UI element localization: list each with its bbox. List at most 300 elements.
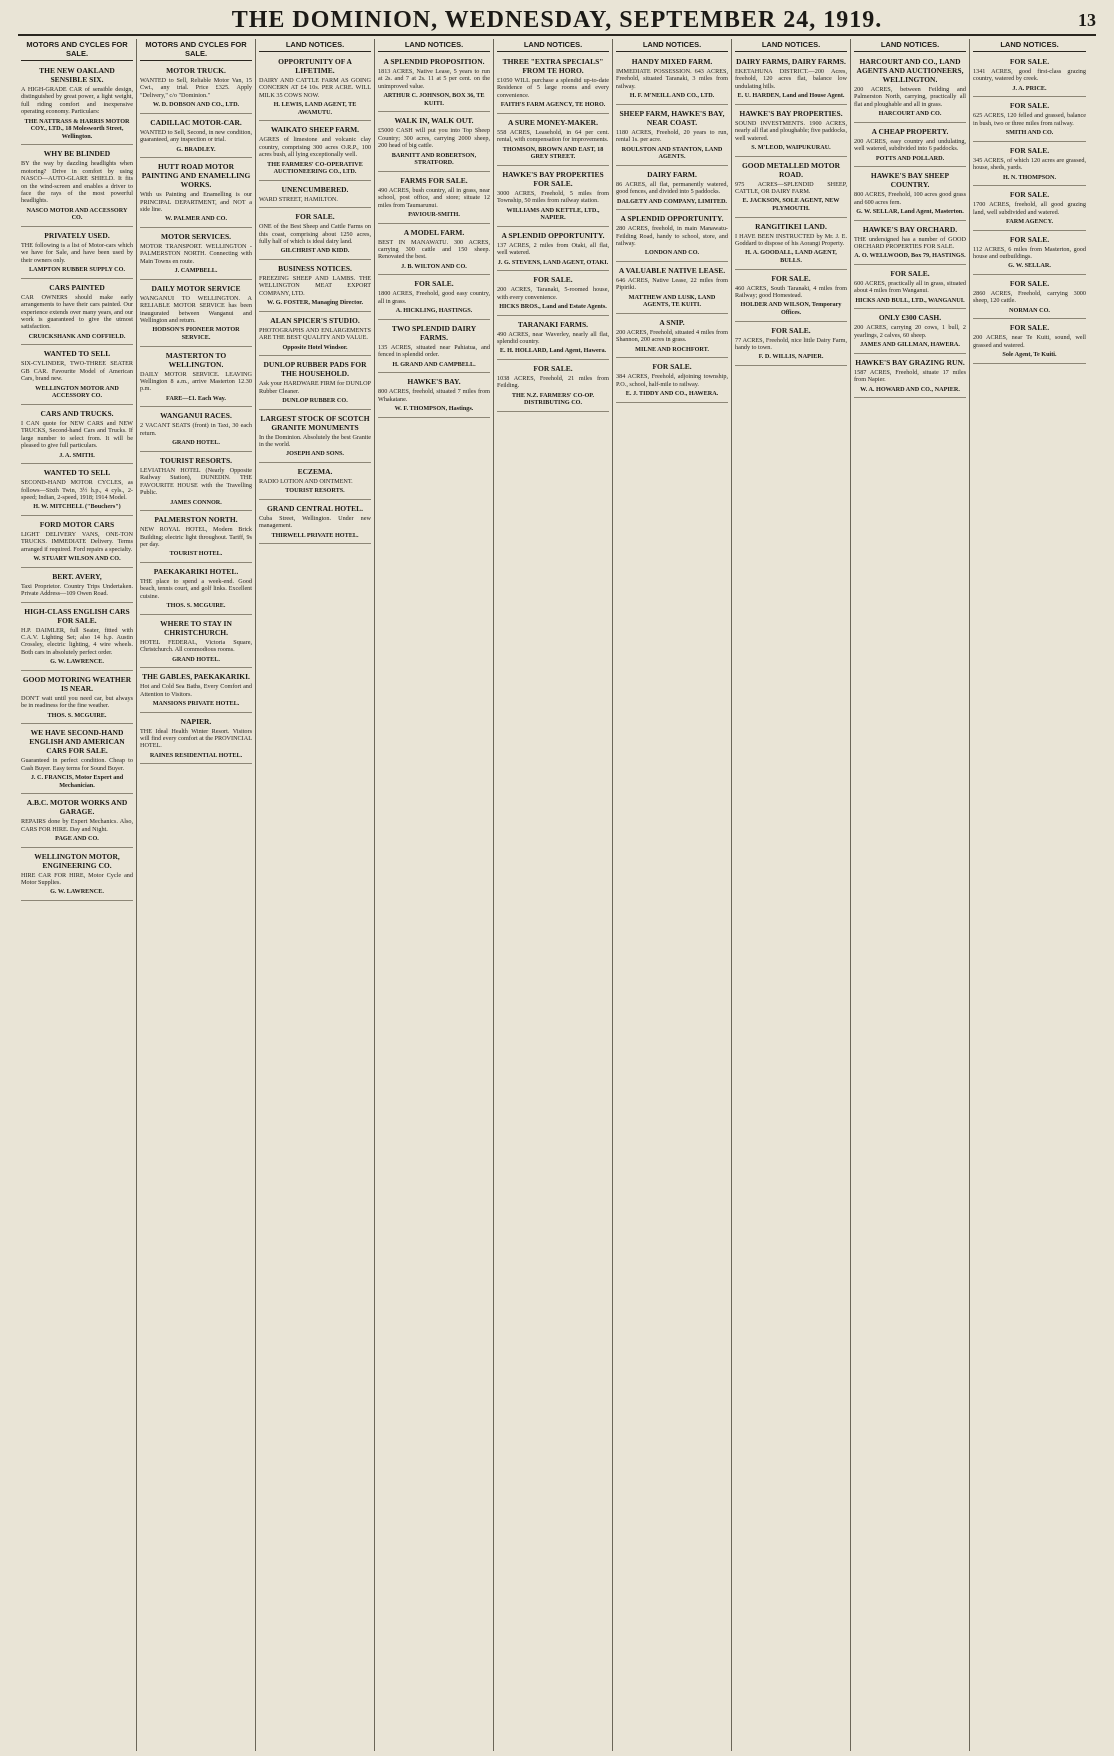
advertisement [21,64,133,145]
advertisement [378,375,490,417]
ad-signature: BARNITT AND ROBERTSON, STRATFORD. [391,151,477,167]
ad-heading: SHEEP FARM, HAWKE'S BAY, NEAR COAST. [619,108,725,127]
advertisement [854,356,966,398]
ad-body: In the Dominion. Absolutely the best Granite in the world. [259,433,371,449]
advertisement [735,272,847,322]
advertisement [140,160,252,228]
ad-heading: PRIVATELY USED. [44,231,110,241]
ad-heading: FOR SALE. [1009,145,1050,155]
ad-heading: FOR SALE. [1009,190,1050,200]
ad-signature: J. G. STEVENS, LAND AGENT, OTAKI. [497,258,609,266]
advertisement [497,168,609,227]
advertisement [21,229,133,279]
ad-signature: THE FARMERS' CO-OPERATIVE AUCTIONEERING CO., LTD. [267,160,363,176]
ad-heading: FOR SALE. [1009,323,1050,333]
ad-signature: PAGE AND CO. [55,834,99,842]
advertisement [735,55,847,105]
ad-heading: FOR SALE. [1009,57,1050,66]
advertisement [854,311,966,353]
ad-body: 1038 ACRES, Freehold, 21 miles from Feilding. [497,375,609,390]
ad-body: WANGANUI TO WELLINGTON. A RELIABLE MOTOR SERVICE has been inaugurated between Wanganui and Wellington and return. [140,294,252,325]
column-4 [375,39,494,1751]
advertisement [21,850,133,901]
ad-signature: GILCHRIST AND KIDD. [280,247,350,255]
ad-heading: HARCOURT AND CO., LAND AGENTS AND AUCTIONEERS, WELLINGTON. [856,57,964,84]
ad-signature: W. D. DOBSON AND CO., LTD. [152,101,240,109]
advertisement [497,229,609,271]
advertisement [259,465,371,500]
ad-signature: J. A. PRICE. [1012,84,1047,92]
ad-body: DON'T wait until you need car, but always be in readiness for the fine weather. [21,694,133,710]
advertisement [497,55,609,114]
ad-signature: G. W. LAWRENCE. [50,658,104,666]
ad-signature: LAMPTON RUBBER SUPPLY CO. [28,266,126,274]
advertisement [616,168,728,210]
ad-body: RADIO LOTION AND OINTMENT. [259,478,353,486]
advertisement [259,210,371,260]
advertisement [378,55,490,112]
ad-body: 2 VACANT SEATS (front) in Taxi, 30 each return. [140,422,252,437]
ad-signature: HICKS AND BULL, LTD., WANGANUI. [855,296,965,304]
advertisement [735,107,847,157]
ad-body: PHOTOGRAPHS AND ENLARGEMENTS ARE THE BEST QUALITY AND VALUE. [259,326,371,342]
ad-signature: THOS. S. MCGUIRE. [166,602,226,610]
ad-body: 280 ACRES, freehold, in main Manawatu-Feilding Road, handy to school, store, and railway. [616,225,728,248]
ad-heading: FOR SALE. [771,325,811,335]
ad-signature: H. N. THOMPSON. [1003,173,1056,181]
ad-body: 200 ACRES, carrying 20 cows, 1 bull, 2 yearlings, 2 calves, 60 sheep. [854,324,966,339]
ad-signature: S. M'LEOD, WAIPUKURAU. [751,144,831,152]
advertisement [378,114,490,171]
ad-body: 86 ACRES, all flat, permanently watered, good fences, and divided into 5 paddocks. [616,180,728,196]
ad-body: Cuba Street, Wellington. Under new management. [259,515,371,530]
ad-signature: MATTHEW AND LUSK, LAND AGENTS, TE KUITI. [628,293,716,309]
ad-heading: TARANAKI FARMS. [517,319,589,329]
column-3 [256,39,375,1751]
advertisement [735,159,847,218]
ad-body: 800 ACRES, freehold, situated 7 miles from Whakatane. [378,388,490,403]
advertisement [378,174,490,224]
ad-body: 646 ACRES, Native Lease, 22 miles from Pipiriki. [616,277,728,292]
ad-heading: WALK IN, WALK OUT. [394,116,474,126]
column-heading: LAND NOTICES. [616,39,728,52]
ad-heading: WANTED TO SELL [43,349,111,359]
ad-signature: WELLINGTON MOTOR AND ACCESSORY CO. [35,384,119,400]
ad-body: ONE of the Best Sheep and Cattle Farms on this coast, comprising about 1250 acres, fully half of which is ideal dairy land. [259,223,371,246]
ad-signature: W. STUART WILSON AND CO. [33,555,121,563]
ad-heading: FOR SALE. [1009,101,1050,111]
advertisement [973,144,1086,186]
ad-signature: FARM AGENCY. [1005,218,1054,226]
ad-heading: FOR SALE. [652,362,692,372]
ad-heading: FOR SALE. [1009,279,1050,289]
advertisement [21,726,133,794]
advertisement [259,183,371,208]
ad-signature: THOS. S. MCGUIRE. [47,711,107,719]
ad-body: AGRES of limestone and volcanic clay country, comprising 300 acres O.R.P., 100 acres bush, all lying exceptionally well. [259,136,371,159]
masthead [18,6,1096,36]
ad-body: 558 ACRES, Leasehold, in 64 per cent. rental, with compensation for improvements. [497,128,609,144]
ad-signature: W. F. THOMPSON, Hastings. [394,405,474,413]
ad-signature: E. H. HOLLARD, Land Agent, Hawera. [499,347,607,355]
ad-heading: CARS PAINTED [49,282,105,292]
column-7 [732,39,851,1751]
column-heading: LAND NOTICES. [735,39,847,52]
columns [18,39,1096,1751]
ad-body: 200 ACRES, easy country and undulating, well watered, subdivided into 6 paddocks. [854,137,966,153]
ad-heading: MOTOR SERVICES. [160,232,232,242]
advertisement [140,670,252,712]
ad-heading: HAWKE'S BAY ORCHARD. [862,224,958,234]
ad-body: Ask your HARDWARE FIRM for DUNLOP Rubber Cleaner. [259,380,371,395]
ad-heading: ECZEMA. [297,467,333,477]
ad-signature: JAMES CONNOR. [170,498,222,506]
ad-signature: A. HICKLING, HASTINGS. [395,307,473,315]
ad-heading: THREE "EXTRA SPECIALS" FROM TE HORO. [502,57,604,75]
advertisement [616,264,728,314]
ad-signature: TOURIST RESORTS. [285,487,345,495]
ad-heading: FOR SALE. [771,273,811,283]
ad-heading: FOR SALE. [533,364,573,374]
ad-signature: CRUICKSHANK AND COFFIELD. [28,332,126,340]
ad-body: MOTOR TRANSPORT. WELLINGTON - PALMERSTON NORTH. Connecting with Main Towns en route. [140,243,252,265]
ad-heading: FOR SALE. [414,279,454,289]
advertisement [259,262,371,312]
ad-body: HOTEL FEDERAL, Victoria Square, Christchurch. All commodious rooms. [140,638,252,654]
advertisement [616,316,728,358]
advertisement [378,277,490,319]
ad-body: THE Ideal Health Winter Resort. Visitors will find every comfort at the PROVINCIAL HOTEL. [140,727,252,750]
ad-body: 600 ACRES, practically all in grass, situated about 4 miles from Wanganui. [854,280,966,295]
ad-body: IMMEDIATE POSSESSION. 643 ACRES, Freehold, situated Taranaki, 3 miles from railway. [616,68,728,90]
ad-heading: TWO SPLENDID DAIRY FARMS. [391,323,477,342]
column-heading: MOTORS AND CYCLES FOR SALE. [140,39,252,61]
ad-body: THE following is a list of Motor-cars which we have for Sale, and have been used by their owners only. [21,242,133,264]
ad-body: £1050 WILL purchase a splendid up-to-date Residence of 5 large rooms and every convenience. [497,77,609,99]
ad-signature: ROULSTON AND STANTON, LAND AGENTS. [621,145,723,161]
ad-heading: WHERE TO STAY IN CHRISTCHURCH. [160,618,232,637]
advertisement [21,570,133,603]
column-9 [970,39,1089,1751]
column-heading: LAND NOTICES. [854,39,966,52]
ad-body: 975 ACRES—SPLENDID SHEEP, CATTLE, OR DAIRY FARM. [735,180,847,196]
advertisement [140,409,252,451]
ad-heading: THE GABLES, PAEKAKARIKI. [142,672,250,682]
ad-heading: HIGH-CLASS ENGLISH CARS FOR SALE. [24,606,130,625]
advertisement [497,362,609,412]
ad-signature: FAITH'S FARM AGENCY, TE HORO. [500,101,606,109]
ad-body: THE place to spend a week-end. Good beach, tennis court, and golf links. Excellent cuisine. [140,577,252,600]
ad-body: 490 ACRES, near Waverley, nearly all flat, splendid country. [497,330,609,346]
ad-heading: MOTOR TRUCK. [166,66,226,75]
ad-body: 135 ACRES, situated near Pahiatua, and fenced in splendid order. [378,343,490,359]
ad-body: SECOND-HAND MOTOR CYCLES, as follows—Sixth Twin, 3½ h.p., 4 cyls., 2-speed; Indian, 2-speed, 1918; 1914 Model. [21,479,133,501]
advertisement [140,715,252,765]
ad-signature: WILLIAMS AND KETTLE, LTD., NAPIER. [506,206,600,222]
ad-body: H.P. DAIMLER, full Seater, fitted with C.A.V. Lighting Set; also 14 h.p. Austin Crossley, electric lighting, 4 wire wheels. Both cars in absolutely perfect order. [21,626,133,656]
ad-signature: SMITH AND CO. [1005,129,1054,137]
ad-body: BY the way by dazzling headlights when motoring? Drive in comfort by using NASCO—AUTO-GLARE SHIELD. It fits on the wind-screen and enables a driver to face the rays of the most powerful headlights. [21,160,133,205]
advertisement [259,123,371,180]
ad-signature: NASCO MOTOR AND ACCESSORY CO. [26,206,128,222]
ad-signature: G. W. SELLAR. [1008,262,1051,270]
ad-signature: E. J. TIDDY AND CO., HAWERA. [625,390,719,398]
column-8 [851,39,970,1751]
ad-signature: MANSIONS PRIVATE HOTEL. [152,699,240,707]
ad-heading: MASTERTON TO WELLINGTON. [165,350,227,369]
ad-heading: A SPLENDID OPPORTUNITY. [620,214,724,224]
advertisement [21,796,133,847]
column-6 [613,39,732,1751]
ad-body: 460 ACRES, South Taranaki, 4 miles from Railway; good Homestead. [735,284,847,300]
advertisement [973,55,1086,97]
ad-body: WARD STREET, HAMILTON. [259,195,338,203]
ad-heading: UNENCUMBERED. [281,184,349,194]
ad-heading: A MODEL FARM. [403,227,465,237]
advertisement [259,55,371,121]
newspaper-title: THE DOMINION, WEDNESDAY, SEPTEMBER 24, 1919. [231,6,883,33]
advertisement [616,212,728,262]
ad-heading: FOR SALE. [295,212,335,222]
ad-signature: THIRWELL PRIVATE HOTEL. [271,531,359,539]
advertisement [735,324,847,366]
ad-body: WANTED to Sell, Second, in new condition, guaranteed, any inspection or trial. [140,128,252,144]
ad-signature: G. W. SELLAR, Land Agent, Masterton. [856,208,964,216]
ad-signature: H. GRAND AND CAMPBELL. [392,360,476,368]
advertisement [140,513,252,563]
ad-body: LEVIATHAN HOTEL (Nearly Opposite Railway Station), DUNEDIN. THE FAVOURITE HOUSE with the Travelling Public. [140,466,252,497]
ad-body: 200 ACRES, Freehold, situated 4 miles from Shannon, 200 acres in grass. [616,329,728,344]
ad-body: 137 ACRES, 2 miles from Otaki, all flat, well watered. [497,241,609,257]
ad-heading: NAPIER. [180,716,212,726]
ad-signature: HOLDER AND WILSON, Temporary Offices. [740,301,842,317]
ad-signature: ARTHUR C. JOHNSON, BOX 36, TE KUITI. [383,92,485,107]
ad-signature: E. JACKSON, SOLE AGENT, NEW PLYMOUTH. [742,197,840,213]
advertisement [21,673,133,724]
advertisement [616,107,728,166]
ad-signature: A. O. WELLWOOD, Box 79, HASTINGS. [854,252,966,260]
ad-heading: THE NEW OAKLAND SENSIBLE SIX. [39,66,115,84]
ad-heading: PAEKAKARIKI HOTEL. [153,566,239,576]
ad-heading: GOOD MOTORING WEATHER IS NEAR. [22,674,132,693]
ad-heading: FARMS FOR SALE. [400,175,468,185]
ad-heading: A SNIP. [659,318,685,328]
advertisement [21,147,133,227]
ad-heading: A VALUABLE NATIVE LEASE. [618,266,726,276]
ad-heading: GOOD METALLED MOTOR ROAD. [741,160,841,179]
ad-body: 384 ACRES, Freehold, adjoining township, P.O., school, half-mile to railway. [616,373,728,388]
advertisement [497,273,609,315]
ad-heading: WELLINGTON MOTOR, ENGINEERING CO. [34,851,120,870]
ad-heading: OPPORTUNITY OF A LIFETIME. [278,57,352,75]
advertisement [973,277,1086,319]
advertisement [973,321,1086,363]
ad-signature: G. BRADLEY. [176,145,216,153]
ad-body: 112 ACRES, 6 miles from Masterton, good house and outbuildings. [973,245,1086,261]
ad-signature: JOSEPH AND SONS. [286,450,344,458]
ad-body: LIGHT DELIVERY VANS, ONE-TON TRUCKS. IMMEDIATE Delivery. Terms arranged if required. Ford repairs a specialty. [21,530,133,553]
ad-signature: PAVIOUR-SMITH. [408,211,460,219]
ad-signature: THE NATTRASS & HARRIS MOTOR COY., LTD., 18 Molesworth Street, Wellington. [24,117,130,140]
advertisement [140,454,252,511]
advertisement [497,116,609,166]
ad-signature: DUNLOP RUBBER CO. [282,397,348,405]
advertisement [735,220,847,270]
column-2 [137,39,256,1751]
ad-heading: A.B.C. MOTOR WORKS AND GARAGE. [26,798,128,817]
ad-signature: RAINES RESIDENTIAL HOTEL. [149,751,243,759]
advertisement [259,358,371,409]
ad-heading: A SURE MONEY-MAKER. [508,117,598,127]
ad-heading: TOURIST RESORTS. [160,455,232,465]
ad-body: 1700 ACRES, freehold, all good grazing land, well subdivided and watered. [973,201,1086,216]
ad-heading: DUNLOP RUBBER PADS FOR THE HOUSEHOLD. [263,360,367,379]
ad-body: A HIGH-GRADE CAR of sensible design, distinguished by great power, a light weight, full riding comfort and inexpensive operating economy. Particulars: [21,86,133,116]
ad-signature: HARCOURT AND CO. [878,110,942,118]
advertisement [854,55,966,123]
ad-heading: BUSINESS NOTICES. [278,264,352,274]
ad-signature: NORMAN CO. [1009,306,1050,314]
ad-body: 2860 ACRES, Freehold, carrying 3000 sheep, 120 cattle. [973,290,1086,305]
column-heading: MOTORS AND CYCLES FOR SALE. [21,39,133,61]
ad-heading: HUTT ROAD MOTOR PAINTING AND ENAMELLING WORKS. [141,162,251,190]
ad-signature: THE N.Z. FARMERS' CO-OP. DISTRIBUTING CO. [511,391,595,407]
ad-body: I HAVE BEEN INSTRUCTED by Mr. J. E. Goddard to dispose of his Aorangi Property. [735,232,847,248]
advertisement [616,55,728,105]
ad-heading: A SPLENDID PROPOSITION. [383,57,485,66]
ad-body: 200 ACRES, Taranaki, 5-roomed house, with every convenience. [497,286,609,301]
ad-body: 625 ACRES, 120 felled and grassed, balance in bush, two or three miles from railway. [973,112,1086,127]
ad-heading: HAWKE'S BAY GRAZING RUN. [855,357,965,367]
advertisement [140,230,252,280]
ad-heading: A SPLENDID OPPORTUNITY. [501,230,605,240]
ad-body: WANTED to Sell, Reliable Motor Van, 15 Cwt., any trial. Price £325. Apply "Delivery," c/o "Dominion." [140,77,252,99]
column-heading: LAND NOTICES. [378,39,490,52]
ad-signature: J. B. WILTON AND CO. [401,262,467,270]
ad-body: NEW ROYAL HOTEL, Modern Brick Building; electric light throughout. Tariff, 9s per day. [140,526,252,548]
ad-heading: CARS AND TRUCKS. [40,408,114,418]
advertisement [21,407,133,464]
ad-heading: WAIKATO SHEEP FARM. [270,125,360,135]
advertisement [140,116,252,158]
advertisement [497,318,609,360]
advertisement [973,188,1086,230]
ad-body: £5000 CASH will put you into Top Sheep Country; 300 acres, carrying 2000 sheep, 200 head of big cattle. [378,127,490,150]
advertisement [973,233,1086,275]
ad-signature: H. A. GOODALL, LAND AGENT, BULLS. [745,249,837,265]
ad-body: 1587 ACRES, Freehold, situate 17 miles from Napier. [854,368,966,384]
ad-body: DAIRY AND CATTLE FARM AS GOING CONCERN AT £4 10s. PER ACRE. WILL MILK 35 COWS NOW. [259,77,371,99]
ad-signature: Opposite Hotel Windsor. [282,343,348,351]
ad-body: SOUND INVESTMENTS. 1900 ACRES, nearly all flat and ploughable; five paddocks, well watered. [735,119,847,142]
ad-signature: W. A. HOWARD AND CO., NAPIER. [860,385,960,393]
advertisement [140,64,252,114]
advertisement [140,617,252,668]
ad-heading: ALAN SPICER'S STUDIO. [270,315,360,325]
ad-heading: DAIRY FARM. [647,169,697,179]
ad-signature: HODSON'S PIONEER MOTOR SERVICE. [152,326,240,342]
column-heading: LAND NOTICES. [497,39,609,52]
ad-signature: FARE—£1. Each Way. [166,394,226,402]
ad-body: 200 ACRES, near Te Kuiti, sound, well grassed and watered. [973,334,1086,349]
advertisement [21,605,133,671]
ad-heading: BERT. AVERY, [52,571,102,581]
ad-signature: H. W. MITCHELL ("Bouchers") [33,503,121,511]
ad-signature: H. LEWIS, LAND AGENT, TE AWAMUTU. [273,101,357,116]
ad-signature: W. PALMER AND CO. [164,215,228,223]
ad-heading: LARGEST STOCK OF SCOTCH GRANITE MONUMENTS [260,413,370,432]
ad-heading: WANTED TO SELL [43,468,111,478]
ad-heading: PALMERSTON NORTH. [154,515,238,525]
ad-body: 490 ACRES, bush country, all in grass, near school, post office, and store; situate 12 miles from Taumarunui. [378,186,490,209]
advertisement [21,466,133,516]
ad-heading: FOR SALE. [533,275,573,285]
ad-body: 345 ACRES, of which 120 acres are grassed, house, sheds, yards. [973,156,1086,172]
ad-heading: HANDY MIXED FARM. [631,57,713,66]
ad-body: 1813 ACRES, Native Lease, 5 years to run at 2s. and 7 at 2s. 11 at 5 per cent. on the unimproved value. [378,68,490,90]
ad-heading: A CHEAP PROPERTY. [871,126,949,136]
ad-body: 1341 ACRES, good first-class grazing country, watered by creek. [973,68,1086,83]
ad-signature: H. F. M'NEILL AND CO., LTD. [629,92,715,100]
advertisement [259,412,371,463]
ad-signature: E. U. HARDEN, Land and House Agent. [737,92,845,100]
ad-signature: MILNE AND ROCHFORT. [635,345,709,353]
ad-signature: G. W. LAWRENCE. [50,888,104,896]
ad-signature: GRAND HOTEL. [172,439,220,447]
advertisement [854,169,966,220]
ad-body: I CAN quote for NEW CARS and NEW TRUCKS, Second-hand Cars and Trucks. If large number to select from. It will be pleased to give full particulars. [21,419,133,450]
column-1 [18,39,137,1751]
ad-signature: J. C. FRANCIS, Motor Expert and Mechanician. [30,773,124,789]
ad-signature: DALGETY AND COMPANY, LIMITED. [617,197,727,205]
ad-signature: LONDON AND CO. [644,249,700,257]
advertisement [973,99,1086,141]
advertisement [378,226,490,276]
ad-body: REPAIRS done by Expert Mechanics. Also, CARS FOR HIRE. Day and Night. [21,818,133,833]
ad-heading: WE HAVE SECOND-HAND ENGLISH AND AMERICAN CARS FOR SALE. [29,728,125,756]
ad-heading: CADILLAC MOTOR-CAR. [150,117,242,127]
ad-signature: JAMES AND GILLMAN, HAWERA. [860,341,960,349]
ad-heading: HAWKE'S BAY SHEEP COUNTRY. [870,171,950,190]
ad-body: With us Painting and Enamelling is our PRINCIPAL DEPARTMENT, and NOT a side line. [140,191,252,214]
ad-heading: WANGANUI RACES. [160,411,232,421]
ad-signature: J. CAMPBELL. [174,267,218,275]
advertisement [140,565,252,615]
ad-heading: WHY BE BLINDED [43,149,111,159]
ad-body: DAILY MOTOR SERVICE. LEAVING Wellington 8 a.m., arrive Masterton 12.30 p.m. [140,370,252,393]
advertisement [140,349,252,408]
ad-heading: DAIRY FARMS, DAIRY FARMS. [736,57,846,66]
ad-body: 1800 ACRES, Freehold, good easy country, all in grass. [378,290,490,305]
ad-heading: HAWKE'S BAY PROPERTIES. [739,108,843,118]
ad-body: SIX-CYLINDER, TWO-THREE SEATER GB CAR. Favourite Model of American Cars, brand new. [21,360,133,383]
ad-heading: RANGITIKEI LAND. [755,221,827,231]
ad-body: 1180 ACRES, Freehold, 20 years to run, rental 1s. per acre. [616,128,728,144]
advertisement [616,360,728,402]
advertisement [21,518,133,568]
ad-signature: GRAND HOTEL. [172,655,220,663]
ad-body: 3000 ACRES, Freehold, 5 miles from Township, 50 miles from railway station. [497,189,609,205]
ad-body: Hot and Cold Sea Baths, Every Comfort and Attention to Visitors. [140,683,252,698]
advertisement [854,223,966,265]
advertisement [854,267,966,309]
column-heading: LAND NOTICES. [973,39,1086,52]
ad-heading: HAWKE'S BAY. [407,377,461,387]
ad-body: Guaranteed in perfect condition. Cheap to Cash Buyer. Easy terms for Sound Buyer. [21,757,133,772]
column-heading: LAND NOTICES. [259,39,371,52]
ad-heading: ONLY £300 CASH. [878,313,942,323]
ad-body: 200 ACRES, between Feilding and Palmerston North, carrying, practically all flat and ploughable and all in grass. [854,86,966,108]
